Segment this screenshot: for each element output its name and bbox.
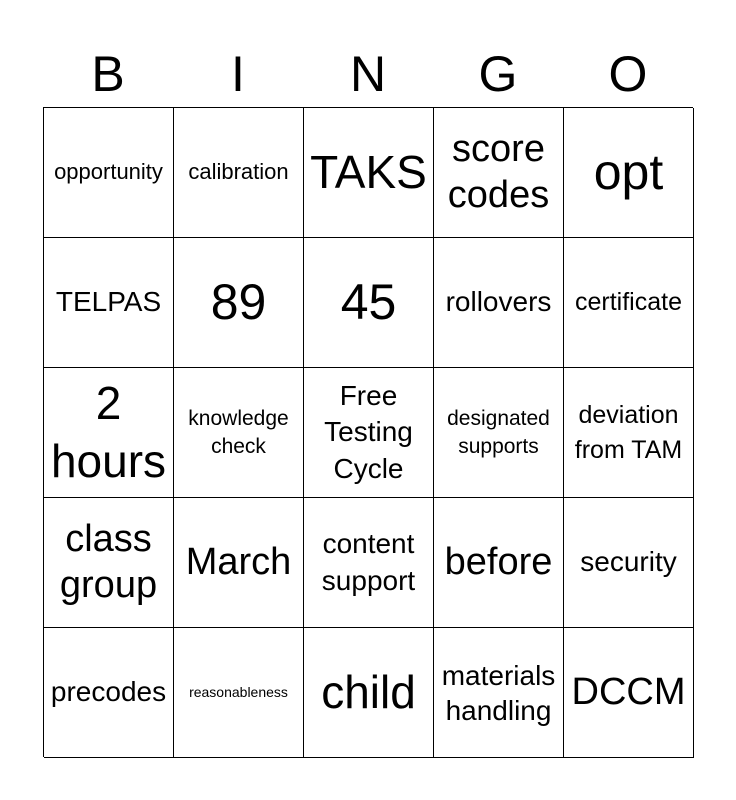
bingo-cell-r0-c0[interactable]: opportunity — [44, 108, 174, 238]
bingo-cell-r2-c3[interactable]: designated supports — [434, 368, 564, 498]
bingo-cell-r3-c0[interactable]: class group — [44, 498, 174, 628]
header-letter-b: B — [91, 46, 125, 102]
bingo-cell-r0-c3[interactable]: score codes — [434, 108, 564, 238]
bingo-cell-r4-c3[interactable]: materials handling — [434, 628, 564, 758]
bingo-cell-r0-c4[interactable]: opt — [564, 108, 694, 238]
bingo-cell-r2-c0[interactable]: 2 hours — [44, 368, 174, 498]
bingo-header — [43, 44, 693, 104]
bingo-cell-r1-c3[interactable]: rollovers — [434, 238, 564, 368]
bingo-cell-r1-c0[interactable]: TELPAS — [44, 238, 174, 368]
header-letter-o: O — [608, 46, 648, 102]
bingo-cell-r2-c1[interactable]: knowledge check — [174, 368, 304, 498]
bingo-cell-r2-c2[interactable]: Free Testing Cycle — [304, 368, 434, 498]
bingo-board — [43, 107, 693, 757]
bingo-cell-r1-c1[interactable]: 89 — [174, 238, 304, 368]
header-letter-g: G — [478, 46, 518, 102]
header-letter-n: N — [349, 46, 387, 102]
bingo-cell-r1-c4[interactable]: certificate — [564, 238, 694, 368]
bingo-cell-r3-c1[interactable]: March — [174, 498, 304, 628]
bingo-cell-r0-c1[interactable]: calibration — [174, 108, 304, 238]
bingo-cell-r3-c2[interactable]: content support — [304, 498, 434, 628]
bingo-cell-r1-c2[interactable]: 45 — [304, 238, 434, 368]
bingo-cell-r4-c0[interactable]: precodes — [44, 628, 174, 758]
bingo-cell-r3-c4[interactable]: security — [564, 498, 694, 628]
bingo-cell-r3-c3[interactable]: before — [434, 498, 564, 628]
bingo-cell-r4-c1[interactable]: reasonableness — [174, 628, 304, 758]
bingo-cell-r4-c2[interactable]: child — [304, 628, 434, 758]
bingo-cell-r2-c4[interactable]: deviation from TAM — [564, 368, 694, 498]
bingo-cell-r0-c2[interactable]: TAKS — [304, 108, 434, 238]
header-letter-i: I — [231, 46, 245, 102]
bingo-cell-r4-c4[interactable]: DCCM — [564, 628, 694, 758]
